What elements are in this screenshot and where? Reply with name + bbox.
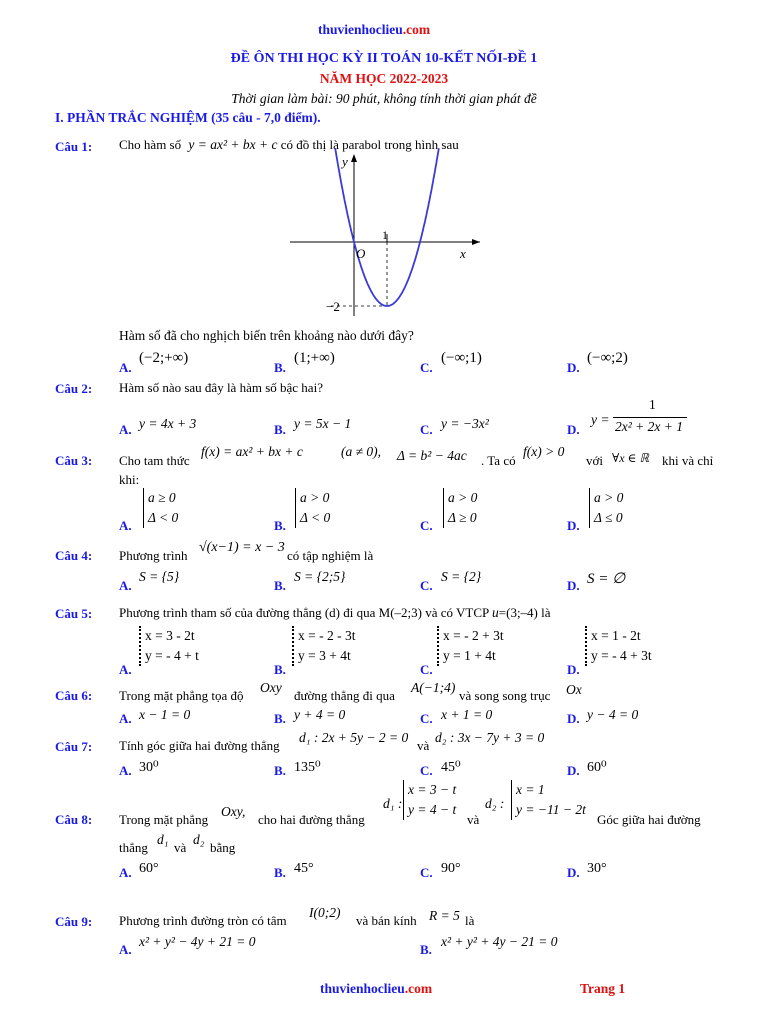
q7-stem [119,730,739,752]
q8-and: và [467,812,480,827]
q8-tail: Góc giữa hai đường [597,812,701,827]
q5-opt-c[interactable] [437,626,504,666]
q4-stem [119,540,519,562]
graph-origin-label: O [356,246,366,261]
section-points: (35 câu - 7,0 điểm). [207,110,321,125]
q1-opt-c[interactable]: (−∞;1) [441,350,482,366]
q8-d2s: d₂ [193,832,205,847]
q6-opt-d-letter[interactable]: D. [567,711,580,726]
q9-mid: và bán kính [356,913,417,928]
q2-text: Hàm số nào sau đây là hàm số bậc hai? [119,380,323,395]
q3-opt-a-r2: Δ < 0 [148,510,179,525]
q6-post: và song song trục [459,688,551,703]
q5-opt-a[interactable] [139,626,199,666]
q7-opt-d-letter[interactable]: D. [567,763,580,778]
q2-opt-d-lhs[interactable]: y = [591,412,610,427]
q2-opt-d-letter[interactable]: D. [567,422,580,437]
q5-opt-a-r2: y = - 4 + t [145,648,199,663]
q3-forall: ∀x ∈ ℝ [612,451,649,465]
q5-opt-d[interactable] [585,626,652,666]
q2-opt-b-letter[interactable]: B. [274,422,286,437]
q8-opt-d-letter[interactable]: D. [567,865,580,880]
q5-opt-b-r2: y = 3 + 4t [298,648,351,663]
q3-with: với [586,453,603,468]
q4-opt-a-letter[interactable]: A. [119,578,132,593]
q9-pre: Phương trình đường tròn có tâm [119,913,287,928]
section-title: I. PHẦN TRẮC NGHIỆM [55,110,208,125]
q5-stem [119,605,551,621]
q3-label: Câu 3: [55,453,93,468]
q8-d2 [511,780,586,820]
graph-tick-x: 1 [382,228,388,242]
q3-opt-b[interactable] [295,488,330,528]
q8-mid: cho hai đường thẳng [258,812,365,827]
section-heading [55,110,321,126]
q4-opt-d[interactable]: S = ∅ [587,571,626,587]
q2-opt-d-num: 1 [649,397,656,412]
q1-opt-a[interactable]: (−2;+∞) [139,350,189,366]
q4-opt-b[interactable]: S = {2;5} [294,569,346,584]
q5-label: Câu 5: [55,606,93,621]
q1-opt-d[interactable]: (−∞;2) [587,350,628,366]
q3-opt-c-letter[interactable]: C. [420,518,433,533]
q4-opt-d-letter[interactable]: D. [567,578,580,593]
q4-post: có tập nghiệm là [287,548,374,563]
q6-pre: Trong mặt phẳng tọa độ [119,688,244,703]
q8-d2name: d₂ : [485,796,505,811]
q2-opt-c-letter[interactable]: C. [420,422,433,437]
q1-question: Hàm số đã cho nghịch biến trên khoảng nào dưới đây? [119,328,414,343]
q1-pre: Cho hàm số [119,137,182,152]
header-site-name: thuvienhoclieu [318,22,403,37]
q1-opt-d-letter[interactable]: D. [567,360,580,375]
school-year: NĂM HỌC 2022-2023 [319,71,449,86]
q8-d1 [403,780,456,820]
q6-label: Câu 6: [55,688,93,703]
q2-opt-a[interactable]: y = 4x + 3 [139,416,197,431]
q3-opt-a-letter[interactable]: A. [119,518,132,533]
q8-oxy: Oxy, [221,804,246,819]
footer-site-tld: .com [404,981,433,996]
q8-opt-a[interactable]: 60° [139,861,159,876]
q8-stem [119,780,749,828]
q8-opt-a-letter[interactable]: A. [119,865,132,880]
q5-options [119,626,739,676]
q7-opt-d[interactable]: 60⁰ [587,760,607,775]
q5-opt-b-letter[interactable]: B. [274,662,286,677]
q1-opt-c-letter[interactable]: C. [420,360,433,375]
q8-line2a: thẳng [119,840,148,855]
q1-post: có đồ thị là parabol trong hình sau [280,137,459,152]
q6-opt-a[interactable]: x − 1 = 0 [139,707,191,722]
q3-opt-c[interactable] [443,488,477,528]
q8-d2-r1: x = 1 [516,782,545,797]
q8-options [119,860,739,882]
q8-pre: Trong mặt phẳng [119,812,209,827]
q3-pre: Cho tam thức [119,453,190,468]
q8-d1s: d₁ [157,832,169,847]
q5-opt-c-r1: x = - 2 + 3t [443,628,504,643]
q5-vec: u [492,605,499,620]
q3-opt-c-r2: Δ ≥ 0 [448,510,477,525]
graph-tick-y: −2 [326,299,340,314]
q5-opt-d-r2: y = - 4 + 3t [591,648,652,663]
q3-opt-d-r1: a > 0 [594,490,624,505]
q6-opt-c-letter[interactable]: C. [420,711,433,726]
q8-opt-b[interactable]: 45° [294,861,314,876]
q7-opt-a-letter[interactable]: A. [119,763,132,778]
q8-label: Câu 8: [55,812,93,827]
q9-opt-b[interactable]: x² + y² + 4y − 21 = 0 [441,934,558,949]
q2-label: Câu 2: [55,381,93,396]
q6-pt: A(−1;4) [411,680,456,695]
q7-opt-b[interactable]: 135⁰ [294,760,321,775]
q4-options [119,566,739,593]
q3-opt-a-r1: a ≥ 0 [148,490,176,505]
time-limit: Thời gian làm bài: 90 phút, không tính thời gian phát đề [231,91,537,106]
q9-label: Câu 9: [55,914,93,929]
header-site [318,22,430,38]
graph-x-label: x [460,246,466,261]
q3-delta: Δ = b² − 4ac [397,448,467,463]
q3-opt-a[interactable] [143,488,178,528]
q3-ineq: f(x) > 0 [523,444,565,459]
q2-opt-c[interactable]: y = −3x² [441,416,489,431]
q4-label: Câu 4: [55,548,93,563]
q8-opt-d[interactable]: 30° [587,861,607,876]
q5-opt-d-r1: x = 1 - 2t [591,628,641,643]
q3-options [119,488,739,534]
q7-opt-b-letter[interactable]: B. [274,763,286,778]
q7-and: và [417,738,430,753]
q4-eq: √(x−1) = x − 3 [199,540,285,555]
q6-opt-c[interactable]: x + 1 = 0 [441,707,493,722]
q9-opt-a[interactable]: x² + y² − 4y + 21 = 0 [139,934,256,949]
q7-d2: d₂ : 3x − 7y + 3 = 0 [435,730,545,745]
q8-and2: và [174,840,187,855]
q6-opt-b-letter[interactable]: B. [274,711,286,726]
q8-d1-r2: y = 4 − t [408,802,457,817]
q3-tail2: khi: [119,472,140,487]
q8-opt-b-letter[interactable]: B. [274,865,286,880]
q2-opt-d-den: 2x² + 2x + 1 [615,419,684,434]
footer-site-name: thuvienhoclieu [320,981,405,996]
q2-opt-a-letter[interactable]: A. [119,422,132,437]
q5-opt-b-r1: x = - 2 - 3t [298,628,356,643]
q3-stem [119,444,749,468]
q1-opt-b[interactable]: (1;+∞) [294,350,335,366]
q3-opt-c-r1: a > 0 [448,490,478,505]
q1-func: y = ax² + bx + c [188,137,278,152]
q6-mid: đường thẳng đi qua [294,688,395,703]
q7-options [119,756,739,778]
exam-title: ĐỀ ÔN THI HỌC KỲ II TOÁN 10-KẾT NỐI-ĐỀ 1 [230,51,538,66]
q4-opt-b-letter[interactable]: B. [274,578,286,593]
q4-opt-c-letter[interactable]: C. [420,578,433,593]
q2-options [119,397,739,440]
q3-opt-d[interactable] [589,488,623,528]
q9-center: I(0;2) [309,905,341,920]
q4-opt-c[interactable]: S = {2} [441,569,482,584]
q9-opt-b-letter[interactable]: B. [420,942,432,957]
q3-opt-b-r2: Δ < 0 [300,510,331,525]
q4-opt-a[interactable]: S = {5} [139,569,180,584]
q5-opt-a-r1: x = 3 - 2t [145,628,195,643]
q5-text: Phương trình tham số của đường thẳng (d) đi qua M(–2;3) và có VTCP [119,605,489,620]
page-number: Trang 1 [580,981,626,996]
q2-opt-b[interactable]: y = 5x − 1 [294,416,352,431]
q9-radius: R = 5 [429,908,460,923]
q6-opt-a-letter[interactable]: A. [119,711,132,726]
q3-opt-d-letter[interactable]: D. [567,518,580,533]
q7-opt-a[interactable]: 30⁰ [139,760,159,775]
q6-opt-d[interactable]: y − 4 = 0 [587,707,639,722]
header-site-tld: .com [402,22,431,37]
q8-d1-r1: x = 3 − t [408,782,457,797]
q9-post: là [465,913,475,928]
q8-line2b: bằng [210,840,236,855]
q5-opt-a-letter[interactable]: A. [119,662,132,677]
q6-axis: Ox [566,682,582,697]
q8-d2-r2: y = −11 − 2t [516,802,586,817]
q7-opt-c-letter[interactable]: C. [420,763,433,778]
q5-opt-b[interactable] [292,626,355,666]
q9-options [119,930,739,957]
q8-opt-c[interactable]: 90° [441,861,461,876]
q7-label: Câu 7: [55,739,93,754]
q6-options [119,704,739,726]
footer-site [320,981,432,997]
q5-tail: =(3;–4) là [498,605,551,620]
q3-opt-b-letter[interactable]: B. [274,518,286,533]
q9-opt-a-letter[interactable]: A. [119,942,132,957]
q6-stem [119,680,739,702]
graph-y-label: y [342,154,348,169]
q3-f: f(x) = ax² + bx + c [201,444,303,459]
q6-oxy: Oxy [260,680,282,695]
q5-opt-c-r2: y = 1 + 4t [443,648,496,663]
q3-opt-d-r2: Δ ≤ 0 [594,510,623,525]
q7-d1: d₁ : 2x + 5y − 2 = 0 [299,730,409,745]
q1-label: Câu 1: [55,139,93,154]
q3-opt-b-r1: a > 0 [300,490,330,505]
q3-mid: . Ta có [481,453,516,468]
q2-opt-d-bar [613,417,687,418]
q7-opt-c[interactable]: 45⁰ [441,760,461,775]
q1-options [119,350,739,375]
q1-opt-a-letter[interactable]: A. [119,360,132,375]
q8-opt-c-letter[interactable]: C. [420,865,433,880]
q5-opt-c-letter[interactable]: C. [420,662,433,677]
q5-opt-d-letter[interactable]: D. [567,662,580,677]
q4-pre: Phương trình [119,548,188,563]
q7-pre: Tính góc giữa hai đường thẳng [119,738,280,753]
q8-d1name: d₁ : [383,796,403,811]
q1-opt-b-letter[interactable]: B. [274,360,286,375]
q9-stem [119,905,739,927]
q3-cond: (a ≠ 0), [341,444,382,459]
q1-parabola-graph [290,148,490,318]
q3-tail: khi và chỉ [662,453,714,468]
q8-line2 [119,832,319,854]
q6-opt-b[interactable]: y + 4 = 0 [294,707,346,722]
